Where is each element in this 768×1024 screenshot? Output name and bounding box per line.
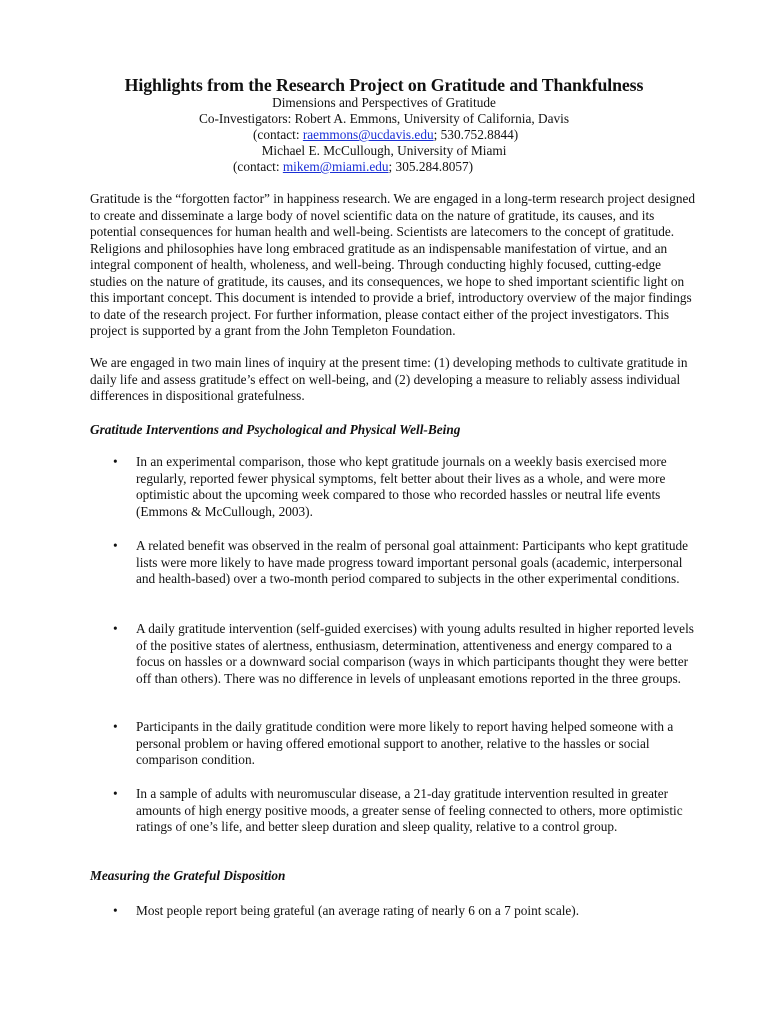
- contact-prefix: (contact:: [233, 159, 283, 174]
- contact-phone: ; 305.284.8057): [388, 159, 474, 174]
- investigator-mccullough: Michael E. McCullough, University of Miami: [261, 143, 507, 158]
- bullet-icon: •: [113, 538, 118, 553]
- document-subtitle: Dimensions and Perspectives of Gratitude: [272, 95, 496, 110]
- list-item: [113, 719, 703, 769]
- list-item: [113, 903, 703, 920]
- list-item: [113, 786, 703, 836]
- co-investigators-line: Co-Investigators: Robert A. Emmons, University of California, Davis: [198, 111, 570, 126]
- document-title: Highlights from the Research Project on Gratitude and Thankfulness: [124, 75, 644, 95]
- intro-paragraph-2: We are engaged in two main lines of inquiry at the present time: (1) developing methods to cultivate gratitude in daily life and assess gratitude’s effect on well-being, and (2) developing a measure to reliably assess individual differences in dispositional gratefulness.: [90, 355, 688, 403]
- bullet-icon: •: [113, 719, 118, 734]
- contact-line-emmons: [253, 127, 518, 144]
- email-link-mccullough[interactable]: mikem@miami.edu: [282, 159, 389, 174]
- section-heading-interventions: Gratitude Interventions and Psychological and Physical Well-Being: [90, 422, 461, 437]
- list-item-text: A related benefit was observed in the realm of personal goal attainment: Participants who kept gratitude lists were more likely to have made progress toward important personal goals (academic, interpersonal and health-based) over a two-month period compared to subjects in the other experimental conditions.: [136, 538, 689, 586]
- email-link-emmons[interactable]: raemmons@ucdavis.edu: [302, 127, 434, 142]
- bullet-icon: •: [113, 454, 118, 469]
- list-item: [113, 621, 703, 687]
- bullet-icon: •: [113, 903, 118, 918]
- list-item: [113, 538, 703, 588]
- section-heading-grateful-disposition: Measuring the Grateful Disposition: [90, 868, 286, 883]
- contact-prefix: (contact:: [253, 127, 303, 142]
- contact-line-mccullough: [233, 159, 473, 176]
- intro-paragraph-1: Gratitude is the “forgotten factor” in happiness research. We are engaged in a long-term research project designed to create and disseminate a large body of novel scientific data on the nature of gratitude, its causes, and its potential consequences for human health and well-being. Scientists are latecomers to the concept of gratitude. Religions and philosophies have long embraced gratitude as an indispensable manifestation of virtue, and an integral component of health, wholeness, and well-being. Through conducting highly focused, cutting-edge studies on the nature of gratitude, its causes, and its consequences, we hope to shed important scientific light on this important concept. This document is intended to provide a brief, introductory overview of the major findings to date of the research project. For further information, please contact either of the project investigators. This project is supported by a grant from the John Templeton Foundation.: [90, 191, 696, 338]
- list-item: [113, 454, 703, 520]
- bullet-icon: •: [113, 621, 118, 636]
- list-item-text: A daily gratitude intervention (self-guided exercises) with young adults resulted in higher reported levels of the positive states of alertness, enthusiasm, determination, attentiveness and energy compared to a focus on hassles or a downward social comparison (ways in which participants thought they were better off than others). There was no difference in levels of unpleasant emotions reported in the three groups.: [136, 621, 694, 686]
- list-item-text: Most people report being grateful (an average rating of nearly 6 on a 7 point scale).: [136, 903, 580, 918]
- list-item-text: In a sample of adults with neuromuscular disease, a 21-day gratitude intervention resulted in greater amounts of high energy positive moods, a greater sense of feeling connected to others, more optimistic ratings of one’s life, and better sleep duration and sleep quality, relative to a control group.: [136, 786, 683, 834]
- bullet-icon: •: [113, 786, 118, 801]
- list-item-text: In an experimental comparison, those who kept gratitude journals on a weekly basis exercised more regularly, reported fewer physical symptoms, felt better about their lives as a whole, and were more optimistic about the upcoming week compared to those who recorded hassles or neutral life events (Emmons & McCullough, 2003).: [136, 454, 667, 519]
- list-item-text: Participants in the daily gratitude condition were more likely to report having helped someone with a personal problem or having offered emotional support to another, relative to the hassles or social comparison condition.: [136, 719, 674, 767]
- contact-phone: ; 530.752.8844): [433, 127, 519, 142]
